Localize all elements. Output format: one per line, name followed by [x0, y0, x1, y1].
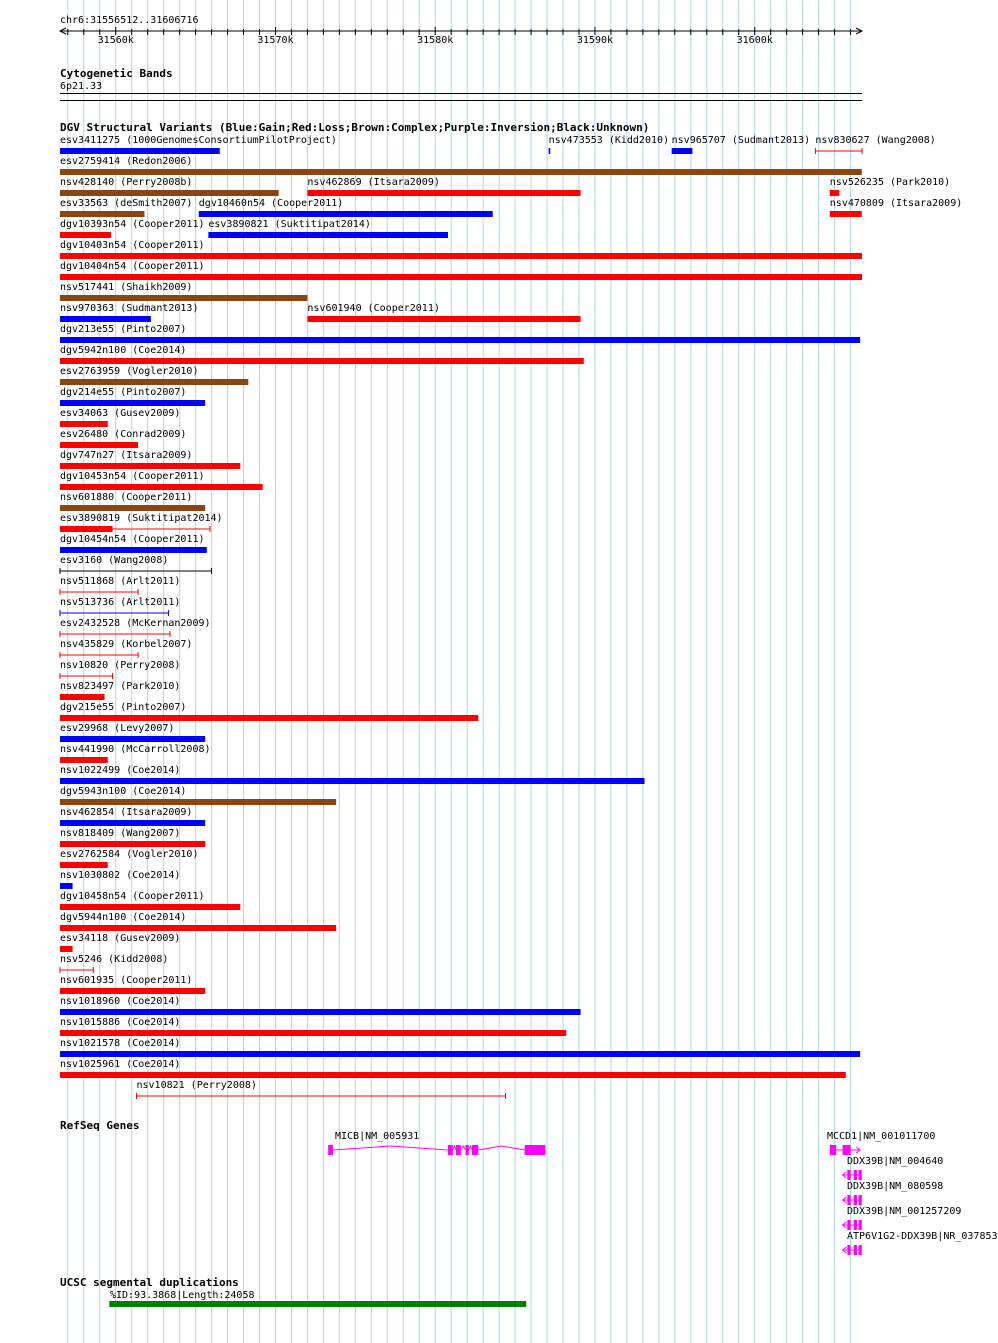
dgv-feature-label: dgv10460n54 (Cooper2011) — [198, 198, 344, 209]
dgv-feature-bar[interactable] — [60, 526, 112, 532]
gene-label: DDX39B|NM_004640 — [847, 1156, 944, 1167]
dgv-feature-label: nsv601880 (Cooper2011) — [60, 492, 193, 503]
dgv-feature-label: nsv462869 (Itsara2009) — [307, 177, 440, 188]
cytoband-label: 6p21.33 — [60, 81, 103, 92]
dgv-feature-bar[interactable] — [307, 190, 580, 196]
dgv-feature-label: dgv10458n54 (Cooper2011) — [60, 891, 205, 902]
gene-exon[interactable] — [472, 1145, 478, 1155]
gene-exon[interactable] — [466, 1145, 469, 1155]
dgv-feature-label: dgv5944n100 (Coe2014) — [60, 912, 187, 923]
dgv-feature-label: esv2759414 (Redon2006) — [60, 156, 193, 167]
dgv-feature-label: dgv747n27 (Itsara2009) — [60, 450, 193, 461]
dgv-feature-bar[interactable] — [60, 316, 151, 322]
dgv-feature-label: nsv823497 (Park2010) — [60, 681, 181, 692]
cytoband-track-title[interactable]: Cytogenetic Bands — [60, 67, 173, 80]
dgv-feature-bar[interactable] — [60, 484, 263, 490]
dgv-feature-bar[interactable] — [60, 211, 144, 217]
dgv-feature-label: nsv5246 (Kidd2008) — [60, 954, 169, 965]
dgv-feature-label: dgv215e55 (Pinto2007) — [60, 702, 187, 713]
gene-exon[interactable] — [859, 1245, 862, 1255]
gene-exon[interactable] — [328, 1145, 333, 1155]
gene-label: DDX39B|NM_080598 — [847, 1181, 944, 1192]
gene-exon[interactable] — [456, 1145, 461, 1155]
segdup-track-title[interactable]: UCSC segmental duplications — [60, 1276, 239, 1289]
dgv-feature-label: esv2432528 (McKernan2009) — [60, 618, 211, 629]
dgv-feature-bar[interactable] — [60, 421, 108, 427]
dgv-feature-label: dgv10403n54 (Cooper2011) — [60, 240, 205, 251]
dgv-feature-bar[interactable] — [60, 463, 240, 469]
segdup-bar[interactable] — [109, 1301, 526, 1307]
dgv-feature-label: dgv10454n54 (Cooper2011) — [60, 534, 205, 545]
dgv-feature-label: nsv965707 (Sudmant2013) — [671, 135, 811, 146]
dgv-feature-bar[interactable] — [60, 148, 220, 154]
dgv-feature-label: esv2763959 (Vogler2010) — [60, 366, 199, 377]
dgv-feature-bar[interactable] — [60, 1051, 860, 1057]
dgv-feature-label: esv3890819 (Suktitipat2014) — [60, 513, 223, 524]
gene-exon[interactable] — [859, 1195, 862, 1205]
gene-exon[interactable] — [525, 1145, 546, 1155]
gene-label: MCCD1|NM_001011700 — [827, 1131, 936, 1142]
dgv-feature-label: nsv513736 (Arlt2011) — [60, 597, 181, 608]
gene-exon[interactable] — [843, 1145, 851, 1155]
dgv-feature-label: nsv428140 (Perry2008b) — [60, 177, 193, 188]
gene-exon[interactable] — [859, 1170, 862, 1180]
dgv-feature-label: nsv601935 (Cooper2011) — [60, 975, 193, 986]
dgv-feature-bar[interactable] — [60, 946, 73, 952]
dgv-feature-bar[interactable] — [549, 148, 551, 154]
gene-exon[interactable] — [847, 1220, 850, 1230]
dgv-feature-label: nsv970363 (Sudmant2013) — [60, 303, 199, 314]
dgv-feature-label: nsv10821 (Perry2008) — [136, 1080, 257, 1091]
dgv-feature-label: nsv1022499 (Coe2014) — [60, 765, 181, 776]
dgv-feature-bar[interactable] — [60, 1009, 581, 1015]
dgv-feature-label: dgv5942n100 (Coe2014) — [60, 345, 187, 356]
dgv-feature-label: nsv1030802 (Coe2014) — [60, 870, 181, 881]
dgv-feature-label: dgv5943n100 (Coe2014) — [60, 786, 187, 797]
dgv-feature-label: esv34063 (Gusev2009) — [60, 408, 181, 419]
dgv-feature-label: nsv435829 (Korbel2007) — [60, 639, 193, 650]
dgv-track-title[interactable]: DGV Structural Variants (Blue:Gain;Red:Loss;Brown:Complex;Purple:Inversion;Black:Unknown) — [60, 121, 650, 134]
dgv-feature-label: nsv830627 (Wang2008) — [815, 135, 936, 146]
dgv-feature-label: nsv473553 (Kidd2010) — [548, 135, 670, 146]
dgv-feature-bar[interactable] — [60, 757, 108, 763]
gene-label: MICB|NM_005931 — [335, 1131, 420, 1142]
position-label: chr6:31556512..31606716 — [60, 15, 199, 26]
ruler-tick-label: 31590k — [576, 35, 614, 46]
dgv-feature-label: dgv10393n54 (Cooper2011) — [60, 219, 205, 230]
dgv-feature-bar[interactable] — [830, 211, 862, 217]
gene-exon[interactable] — [847, 1170, 850, 1180]
dgv-feature-label: nsv818409 (Wang2007) — [60, 828, 181, 839]
gene-exon[interactable] — [854, 1195, 857, 1205]
ruler-tick-label: 31580k — [417, 35, 454, 46]
dgv-feature-bar[interactable] — [60, 547, 207, 553]
ruler-tick-label: 31600k — [736, 35, 773, 46]
dgv-feature-bar[interactable] — [60, 925, 336, 931]
dgv-feature-bar[interactable] — [60, 337, 860, 343]
dgv-feature-label: esv3160 (Wang2008) — [60, 555, 169, 566]
dgv-feature-bar[interactable] — [60, 862, 108, 868]
dgv-feature-label: nsv1025961 (Coe2014) — [60, 1059, 181, 1070]
ruler-tick-label: 31570k — [257, 35, 294, 46]
dgv-feature-label: nsv10820 (Perry2008) — [60, 660, 181, 671]
dgv-feature-label: nsv1018960 (Coe2014) — [60, 996, 181, 1007]
dgv-feature-bar[interactable] — [60, 253, 862, 259]
dgv-feature-label: esv2762584 (Vogler2010) — [60, 849, 199, 860]
dgv-feature-bar[interactable] — [60, 400, 205, 406]
dgv-feature-bar[interactable] — [60, 169, 862, 175]
dgv-feature-bar[interactable] — [60, 505, 205, 511]
dgv-feature-label: nsv462854 (Itsara2009) — [60, 807, 193, 818]
dgv-feature-bar[interactable] — [60, 190, 279, 196]
dgv-feature-label: esv26480 (Conrad2009) — [60, 429, 187, 440]
gene-exon[interactable] — [859, 1220, 862, 1230]
dgv-feature-label: esv34118 (Gusev2009) — [60, 933, 181, 944]
gene-exon[interactable] — [854, 1245, 857, 1255]
refseq-track-title[interactable]: RefSeq Genes — [60, 1119, 140, 1132]
ruler-tick-label: 31560k — [97, 35, 134, 46]
dgv-feature-label: dgv213e55 (Pinto2007) — [60, 324, 187, 335]
dgv-feature-label: nsv1021578 (Coe2014) — [60, 1038, 181, 1049]
dgv-feature-label: esv3890821 (Suktitipat2014) — [208, 219, 371, 230]
dgv-feature-bar[interactable] — [60, 841, 205, 847]
dgv-feature-bar[interactable] — [60, 1072, 846, 1078]
dgv-feature-label: nsv526235 (Park2010) — [829, 177, 951, 188]
dgv-feature-label: esv29968 (Levy2007) — [60, 723, 175, 734]
gene-exon[interactable] — [854, 1170, 857, 1180]
dgv-feature-bar[interactable] — [60, 274, 862, 280]
gene-exon[interactable] — [847, 1245, 850, 1255]
dgv-feature-label: esv3411275 (1000GenomesConsortiumPilotProject) — [60, 135, 337, 146]
dgv-feature-bar[interactable] — [60, 820, 205, 826]
dgv-feature-bar[interactable] — [199, 211, 493, 217]
dgv-feature-bar[interactable] — [60, 883, 73, 889]
gene-exon[interactable] — [448, 1145, 453, 1155]
gene-exon[interactable] — [830, 1145, 836, 1155]
dgv-feature-bar[interactable] — [60, 904, 240, 910]
dgv-feature-bar[interactable] — [60, 1030, 566, 1036]
segdup-feature-label: %ID:93.3868|Length:24058 — [110, 1290, 255, 1301]
dgv-feature-label: dgv10453n54 (Cooper2011) — [60, 471, 205, 482]
gene-label: ATP6V1G2-DDX39B|NR_037853 — [847, 1231, 998, 1242]
dgv-feature-bar[interactable] — [60, 715, 478, 721]
dgv-feature-bar[interactable] — [60, 694, 105, 700]
dgv-feature-bar[interactable] — [208, 232, 448, 238]
dgv-feature-label: nsv470809 (Itsara2009) — [829, 198, 963, 209]
gene-intron — [333, 1146, 525, 1150]
dgv-feature-bar[interactable] — [60, 295, 307, 301]
dgv-feature-bar[interactable] — [60, 358, 584, 364]
dgv-feature-bar[interactable] — [60, 736, 205, 742]
dgv-feature-label: nsv441990 (McCarroll2008) — [60, 744, 211, 755]
dgv-feature-label: dgv214e55 (Pinto2007) — [60, 387, 187, 398]
dgv-feature-bar[interactable] — [60, 799, 336, 805]
dgv-feature-bar[interactable] — [60, 778, 644, 784]
gene-label: DDX39B|NM_001257209 — [847, 1206, 962, 1217]
dgv-feature-bar[interactable] — [60, 379, 248, 385]
gene-exon[interactable] — [847, 1195, 850, 1205]
dgv-feature-bar[interactable] — [830, 190, 840, 196]
dgv-feature-label: dgv10404n54 (Cooper2011) — [60, 261, 205, 272]
dgv-feature-label: esv33563 (deSmith2007) — [60, 198, 193, 209]
gene-exon[interactable] — [854, 1220, 857, 1230]
dgv-feature-bar[interactable] — [60, 232, 111, 238]
dgv-feature-bar[interactable] — [60, 988, 205, 994]
dgv-feature-bar[interactable] — [307, 316, 580, 322]
dgv-feature-label: nsv601940 (Cooper2011) — [307, 303, 440, 314]
dgv-feature-bar[interactable] — [672, 148, 693, 154]
dgv-feature-bar[interactable] — [60, 442, 138, 448]
dgv-feature-label: nsv1015886 (Coe2014) — [60, 1017, 181, 1028]
dgv-feature-label: nsv517441 (Shaikh2009) — [60, 282, 193, 293]
dgv-feature-label: nsv511868 (Arlt2011) — [60, 576, 181, 587]
